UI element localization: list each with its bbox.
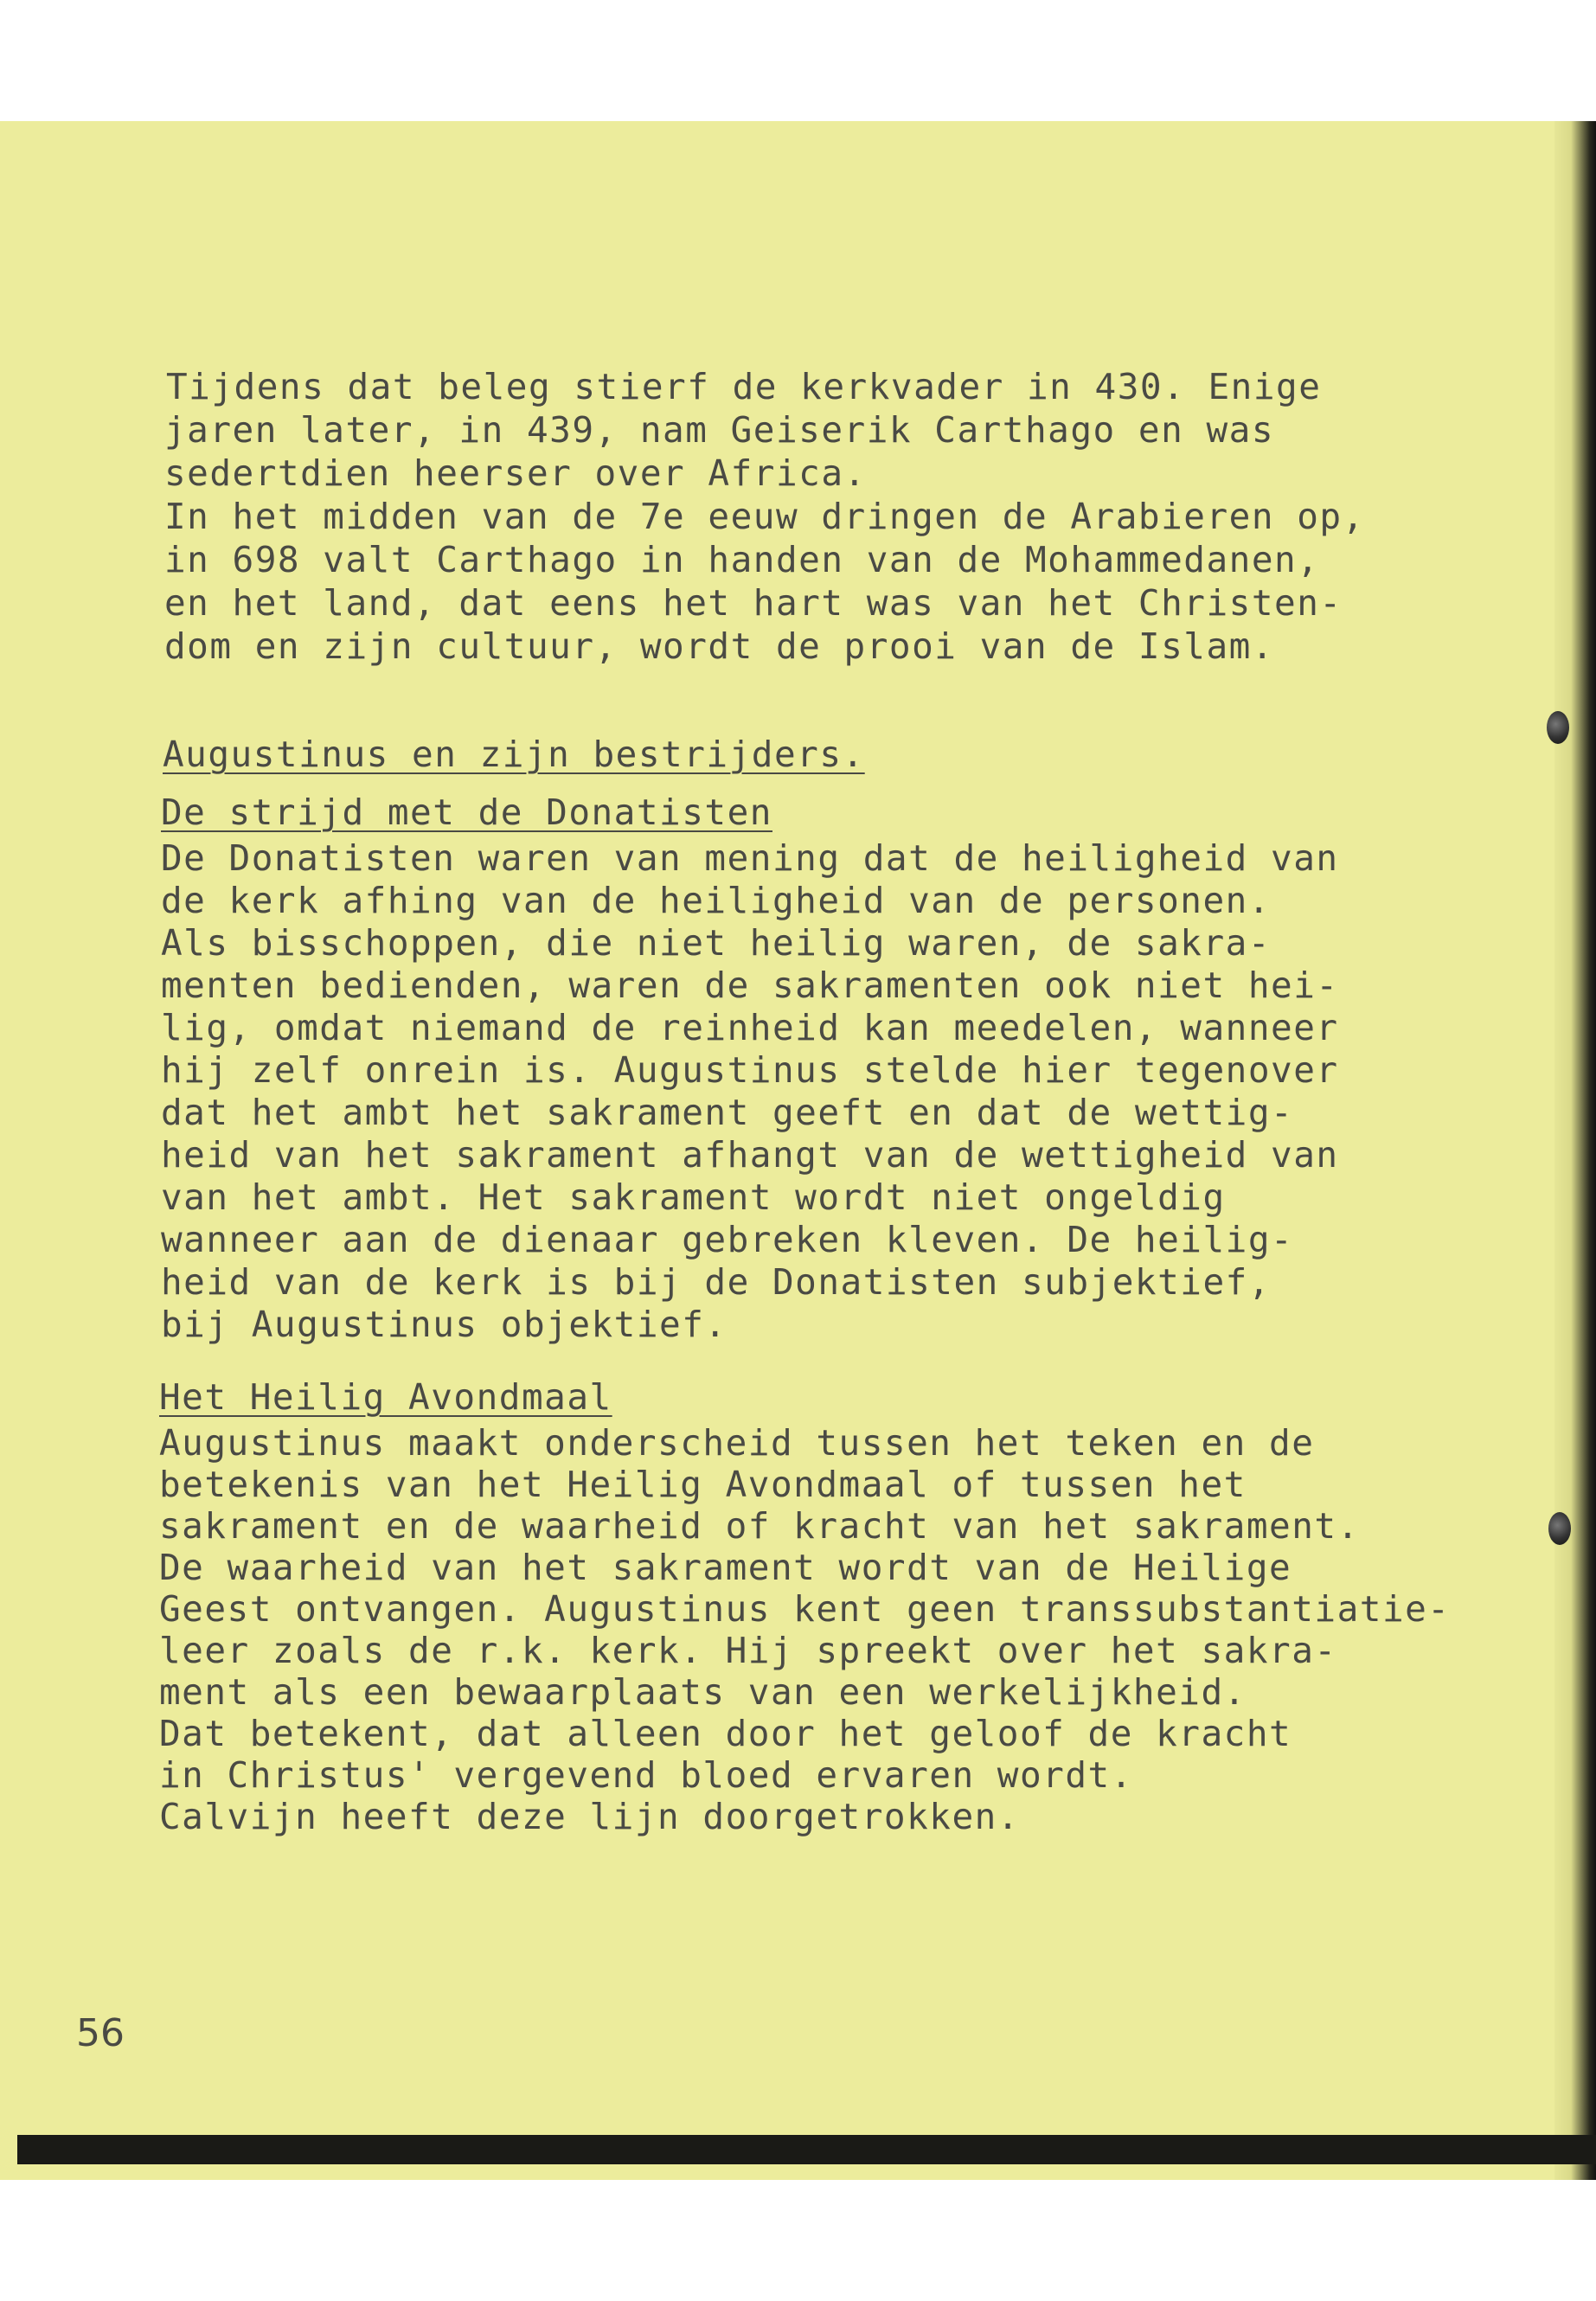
- paragraph1-line: jaren later, in 439, nam Geiserik Carthago en was: [164, 409, 1275, 451]
- paragraph3-line: sakrament en de waarheid of kracht van het sakrament.: [159, 1505, 1360, 1547]
- paragraph2-line: wanneer aan de dienaar gebreken kleven. De heilig-: [161, 1219, 1294, 1260]
- paragraph2-line: hij zelf onrein is. Augustinus stelde hier tegenover: [161, 1049, 1339, 1091]
- binder-hole-top: [1547, 711, 1569, 744]
- paragraph2-line: de kerk afhing van de heiligheid van de personen.: [161, 880, 1272, 921]
- paragraph1-line: Tijdens dat beleg stierf de kerkvader in 430. Enige: [166, 366, 1322, 407]
- paragraph1-line: In het midden van de 7e eeuw dringen de Arabieren op,: [164, 496, 1365, 537]
- paragraph2-line: Als bisschoppen, die niet heilig waren, de sakra-: [161, 922, 1272, 964]
- scan-bottom-border: [17, 2135, 1596, 2164]
- paragraph2-line: heid van het sakrament afhangt van de wettigheid van: [161, 1134, 1339, 1176]
- paragraph2-line: De Donatisten waren van mening dat de heiligheid van: [161, 837, 1339, 879]
- section-heading: Augustinus en zijn bestrijders.: [163, 734, 865, 775]
- paragraph3-line: betekenis van het Heilig Avondmaal of tussen het: [159, 1464, 1247, 1505]
- paragraph2-line: van het ambt. Het sakrament wordt niet ongeldig: [161, 1176, 1226, 1218]
- paragraph3-line: Dat betekent, dat alleen door het geloof de kracht: [159, 1713, 1292, 1754]
- paragraph2-line: bij Augustinus objektief.: [161, 1304, 727, 1345]
- paragraph3-line: ment als een bewaarplaats van een werkelijkheid.: [159, 1671, 1247, 1713]
- binder-hole-bottom: [1548, 1512, 1571, 1545]
- paragraph2-line: heid van de kerk is bij de Donatisten subjektief,: [161, 1261, 1272, 1303]
- paragraph2-line: menten bedienden, waren de sakramenten ook niet hei-: [161, 965, 1339, 1006]
- paragraph1-line: dom en zijn cultuur, wordt de prooi van de Islam.: [164, 625, 1275, 667]
- paragraph2-line: lig, omdat niemand de reinheid kan meedelen, wanneer: [161, 1007, 1339, 1048]
- subsection-heading-avondmaal: Het Heilig Avondmaal: [159, 1376, 612, 1418]
- page-number: 56: [76, 2011, 125, 2055]
- paragraph3-line: De waarheid van het sakrament wordt van de Heilige: [159, 1547, 1292, 1588]
- paragraph3-line: Calvijn heeft deze lijn doorgetrokken.: [159, 1796, 1020, 1837]
- page-edge-shadow: [1554, 121, 1596, 2180]
- paragraph1-line: in 698 valt Carthago in handen van de Mohammedanen,: [164, 539, 1320, 580]
- paragraph2-line: dat het ambt het sakrament geeft en dat de wettig-: [161, 1092, 1294, 1133]
- paragraph3-line: Geest ontvangen. Augustinus kent geen transsubstantiatie-: [159, 1588, 1451, 1630]
- paragraph3-line: in Christus' vergevend bloed ervaren wordt.: [159, 1754, 1133, 1796]
- subsection-heading-donatisten: De strijd met de Donatisten: [161, 792, 772, 833]
- paragraph3-line: Augustinus maakt onderscheid tussen het teken en de: [159, 1422, 1315, 1464]
- paragraph1-line: sedertdien heerser over Africa.: [164, 452, 867, 494]
- paragraph1-line: en het land, dat eens het hart was van het Christen-: [164, 582, 1343, 624]
- paragraph3-line: leer zoals de r.k. kerk. Hij spreekt over het sakra-: [159, 1630, 1337, 1671]
